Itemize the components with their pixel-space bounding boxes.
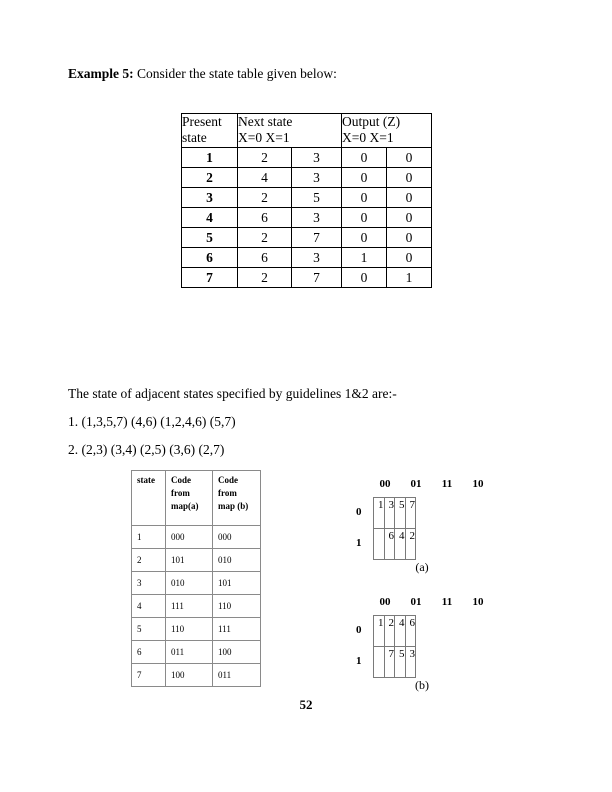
- code-cell-state: 4: [132, 595, 166, 618]
- state-cell-next-x1: 3: [292, 248, 342, 268]
- code-cell-code-map-b: 010: [213, 549, 261, 572]
- example-intro: [68, 66, 337, 82]
- kmap-b-cell: 3: [405, 647, 416, 678]
- state-cell-next-x0: 6: [238, 208, 292, 228]
- guideline-2: 2. (2,3) (3,4) (2,5) (3,6) (2,7): [68, 442, 225, 457]
- kmap-b-col-header: 00: [379, 596, 391, 608]
- state-cell-next-x1: 7: [292, 228, 342, 248]
- code-cell-state: 2: [132, 549, 166, 572]
- kmap-a-column-headers: [373, 478, 497, 490]
- header-present-state: [182, 114, 238, 148]
- header-output: [342, 114, 432, 148]
- code-cell-code-map-a: 010: [166, 572, 213, 595]
- state-cell-output-x0: 0: [342, 188, 387, 208]
- code-table-container: [131, 470, 261, 687]
- state-cell-output-x0: 1: [342, 248, 387, 268]
- kmap-a-cell: 3: [384, 498, 395, 529]
- state-cell-present: 6: [182, 248, 238, 268]
- kmap-b-cell: [374, 647, 385, 678]
- header-present-state-line1: Present: [182, 114, 222, 129]
- kmap-a-row-headers: [356, 497, 362, 559]
- table-row: [182, 148, 432, 168]
- code-cell-state: 6: [132, 641, 166, 664]
- kmap-b-col-header: 11: [441, 596, 453, 608]
- header-next-state: [238, 114, 342, 148]
- state-cell-output-x1: 0: [387, 168, 432, 188]
- kmap-a-row-header: 0: [356, 506, 362, 518]
- kmap-b-cell: 1: [374, 616, 385, 647]
- state-cell-output-x0: 0: [342, 208, 387, 228]
- state-cell-next-x1: 3: [292, 208, 342, 228]
- kmap-b-cell: 5: [395, 647, 406, 678]
- kmap-b-row-header: 1: [356, 655, 362, 667]
- code-header-map-b-line3: map (b): [218, 501, 249, 511]
- state-cell-present: 1: [182, 148, 238, 168]
- code-header-map-a-line1: Code: [171, 475, 191, 485]
- kmap-b-row: [374, 647, 416, 678]
- kmap-b-col-header: 10: [472, 596, 484, 608]
- header-present-state-line2: state: [182, 130, 207, 145]
- state-table-header: [182, 114, 432, 148]
- kmap-b-caption: (b): [415, 678, 429, 692]
- state-cell-present: 3: [182, 188, 238, 208]
- kmap-a-row: [374, 498, 416, 529]
- kmap-a-cell: 1: [374, 498, 385, 529]
- code-header-map-b-line1: Code: [218, 475, 238, 485]
- state-cell-output-x1: 0: [387, 188, 432, 208]
- kmap-b-row: [374, 616, 416, 647]
- code-header-map-b-line2: from: [218, 488, 237, 498]
- table-row: [132, 618, 261, 641]
- table-row: [182, 228, 432, 248]
- table-row: [132, 526, 261, 549]
- kmap-b-column-headers: [373, 596, 497, 608]
- code-cell-code-map-b: 111: [213, 618, 261, 641]
- code-header-state-label: state: [137, 475, 155, 485]
- code-cell-code-map-a: 111: [166, 595, 213, 618]
- state-cell-output-x0: 0: [342, 148, 387, 168]
- table-row: [132, 595, 261, 618]
- state-table-container: [181, 113, 432, 288]
- state-cell-output-x1: 0: [387, 148, 432, 168]
- code-cell-code-map-b: 011: [213, 664, 261, 687]
- code-cell-code-map-b: 110: [213, 595, 261, 618]
- kmap-a-cell: 5: [395, 498, 406, 529]
- code-header-map-b: [213, 471, 261, 526]
- code-cell-state: 5: [132, 618, 166, 641]
- kmap-a-cell: 4: [395, 529, 406, 560]
- state-table-body: [182, 148, 432, 288]
- code-header-state: [132, 471, 166, 526]
- code-cell-code-map-a: 000: [166, 526, 213, 549]
- kmap-a-caption: (a): [415, 560, 429, 574]
- state-cell-output-x0: 0: [342, 228, 387, 248]
- code-cell-state: 3: [132, 572, 166, 595]
- kmap-b-row-headers: [356, 615, 362, 677]
- kmap-b-cell: 6: [405, 616, 416, 647]
- table-row: [132, 549, 261, 572]
- code-cell-state: 1: [132, 526, 166, 549]
- kmap-a-row-header: 1: [356, 537, 362, 549]
- kmap-b-cell: 4: [395, 616, 406, 647]
- code-cell-state: 7: [132, 664, 166, 687]
- header-output-x0: X=0: [342, 130, 367, 145]
- code-cell-code-map-b: 101: [213, 572, 261, 595]
- adjacency-note: The state of adjacent states specified by guidelines 1&2 are:-: [68, 386, 397, 401]
- code-cell-code-map-a: 011: [166, 641, 213, 664]
- kmap-a-col-header: 00: [379, 478, 391, 490]
- table-row: [182, 188, 432, 208]
- example-label: Example 5:: [68, 66, 134, 81]
- state-cell-next-x0: 2: [238, 228, 292, 248]
- kmap-b-grid-body: [374, 616, 416, 678]
- kmap-a-cell: 6: [384, 529, 395, 560]
- code-cell-code-map-b: 100: [213, 641, 261, 664]
- state-cell-next-x0: 6: [238, 248, 292, 268]
- state-cell-present: 2: [182, 168, 238, 188]
- state-cell-present: 7: [182, 268, 238, 288]
- table-row: [132, 664, 261, 687]
- state-cell-next-x0: 4: [238, 168, 292, 188]
- kmap-a-grid-body: [374, 498, 416, 560]
- state-cell-next-x0: 2: [238, 148, 292, 168]
- state-cell-next-x1: 3: [292, 148, 342, 168]
- code-cell-code-map-b: 000: [213, 526, 261, 549]
- kmap-a-col-header: 01: [410, 478, 422, 490]
- state-cell-present: 4: [182, 208, 238, 228]
- table-row: [132, 641, 261, 664]
- code-cell-code-map-a: 100: [166, 664, 213, 687]
- code-header-map-a: [166, 471, 213, 526]
- state-cell-next-x0: 2: [238, 188, 292, 208]
- state-cell-next-x0: 2: [238, 268, 292, 288]
- kmap-b-col-header: 01: [410, 596, 422, 608]
- header-next-state-x1: X=1: [265, 130, 290, 145]
- table-row: [132, 572, 261, 595]
- header-output-sub: [342, 130, 431, 146]
- state-table: [181, 113, 432, 288]
- kmap-a-cell: 2: [405, 529, 416, 560]
- header-next-state-title: Next state: [238, 114, 293, 129]
- code-cell-code-map-a: 110: [166, 618, 213, 641]
- code-header-map-a-line2: from: [171, 488, 190, 498]
- state-cell-present: 5: [182, 228, 238, 248]
- kmap-a-grid: [373, 497, 416, 560]
- kmap-b-row-header: 0: [356, 624, 362, 636]
- table-row: [182, 268, 432, 288]
- state-cell-output-x1: 1: [387, 268, 432, 288]
- kmap-b-grid: [373, 615, 416, 678]
- state-cell-next-x1: 5: [292, 188, 342, 208]
- kmap-b-cell: 7: [384, 647, 395, 678]
- state-cell-output-x0: 0: [342, 168, 387, 188]
- table-row: [182, 208, 432, 228]
- state-cell-output-x1: 0: [387, 248, 432, 268]
- page-number: 52: [299, 697, 313, 712]
- code-table: [131, 470, 261, 687]
- kmap-a-col-header: 10: [472, 478, 484, 490]
- table-row: [182, 168, 432, 188]
- header-next-state-sub: [238, 130, 341, 146]
- kmap-a-col-header: 11: [441, 478, 453, 490]
- state-cell-output-x0: 0: [342, 268, 387, 288]
- header-next-state-x0: X=0: [238, 130, 263, 145]
- code-table-body: [132, 471, 261, 687]
- table-row: [182, 248, 432, 268]
- kmap-b-cell: 2: [384, 616, 395, 647]
- state-table-header-row: [182, 114, 432, 148]
- kmap-a-cell: 7: [405, 498, 416, 529]
- state-cell-next-x1: 3: [292, 168, 342, 188]
- state-cell-output-x1: 0: [387, 228, 432, 248]
- state-cell-next-x1: 7: [292, 268, 342, 288]
- kmap-a-cell: [374, 529, 385, 560]
- kmap-a-row: [374, 529, 416, 560]
- code-header-map-a-line3: map(a): [171, 501, 199, 511]
- code-cell-code-map-a: 101: [166, 549, 213, 572]
- code-table-header-row: [132, 471, 261, 526]
- header-output-title: Output (Z): [342, 114, 401, 129]
- header-output-x1: X=1: [369, 130, 394, 145]
- example-text: Consider the state table given below:: [133, 66, 337, 81]
- state-cell-output-x1: 0: [387, 208, 432, 228]
- guideline-1: 1. (1,3,5,7) (4,6) (1,2,4,6) (5,7): [68, 414, 236, 429]
